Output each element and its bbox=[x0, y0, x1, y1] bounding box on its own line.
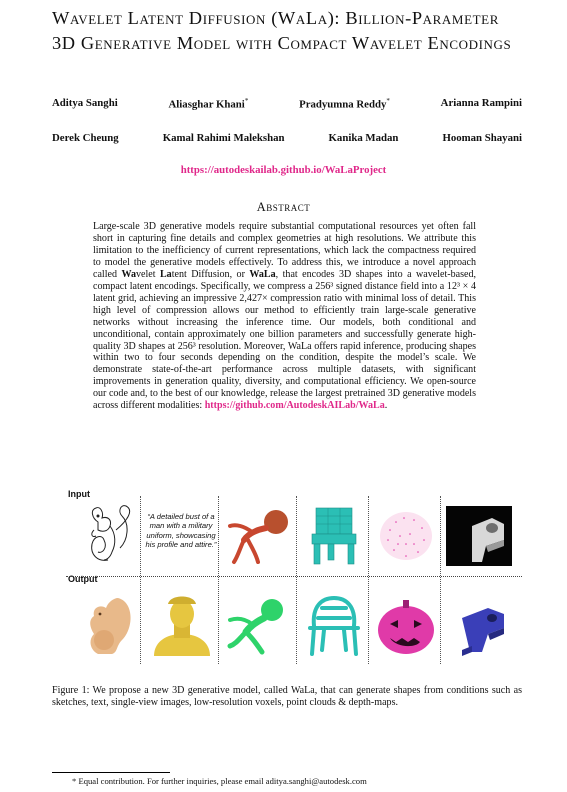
column-divider bbox=[218, 496, 219, 664]
output-label: Output bbox=[68, 574, 98, 584]
author-row-1 bbox=[52, 97, 522, 111]
input-label: Input bbox=[68, 489, 90, 499]
bracket-output bbox=[442, 590, 514, 660]
figure-output bbox=[222, 590, 294, 660]
figure-caption: Figure 1: We propose a new 3D generative model, called WaLa, that can generate shapes from conditions such as sketches, text, single-view images, low-resolution voxels, point clouds & depth-maps. bbox=[52, 685, 522, 708]
abstract-body: Large-scale 3D generative models require substantial computational resources yet often fall short in capturing fine details and complex geometries at high resolutions. We attribute this limitation to the inefficiency of current representations, which lack the compactness required to model the generative models effectively. To address this, we introduce a novel approach called Wavelet Latent Diffusion, or WaLa, that encodes 3D shapes into a wavelet-based, compact latent encodings. Specifically, we compress a 256³ signed distance field into a 12³ × 4 latent grid, achieving an impressive 2,427× compression ratio with minimal loss of detail. This high level of compression allows our method to efficiently train large-scale generative networks without increasing the inference time. Our models, both conditional and unconditional, contain approximately one billion parameters and successfully generate high-quality 3D shapes at 256³ resolution. Moreover, WaLa offers rapid inference, producing shapes within two to four seconds depending on the condition, despite the model’s scale. We demonstrate state-of-the-art performance across multiple datasets, with significant improvements in generation quality, diversity, and computational efficiency. We open-source our code and, to the best of our knowledge, release the largest pretrained 3D generative models across different modalities: https://github.com/AutodeskAILab/WaLa. bbox=[93, 221, 476, 412]
author-row-2 bbox=[52, 132, 522, 144]
paper-title: Wavelet Latent Diffusion (WaLa): Billion-Parameter 3D Generative Model with Compact Wavelet Encodings bbox=[52, 8, 512, 53]
text-prompt: “A detailed bust of a man with a military uniform, showcasing his profile and attire.” bbox=[145, 512, 217, 550]
code-link[interactable]: https://github.com/AutodeskAILab/WaLa bbox=[204, 400, 385, 412]
author: Kamal Rahimi Malekshan bbox=[162, 132, 285, 144]
footnote: * Equal contribution. For further inquiries, please email aditya.sanghi@autodesk.com bbox=[72, 776, 367, 786]
point-cloud-input bbox=[370, 500, 442, 570]
author: Pradyumna Reddy* bbox=[299, 97, 390, 111]
author: Aliasghar Khani* bbox=[168, 97, 249, 111]
squirrel-output bbox=[68, 590, 140, 660]
image-figure-input bbox=[222, 500, 294, 570]
author: Derek Cheung bbox=[52, 132, 119, 144]
author: Hooman Shayani bbox=[442, 132, 522, 144]
row-divider bbox=[66, 576, 522, 577]
footnote-rule bbox=[52, 772, 170, 773]
abstract-heading: Abstract bbox=[256, 200, 311, 214]
bust-output bbox=[146, 590, 218, 660]
sketch-squirrel-input bbox=[68, 500, 140, 570]
project-link[interactable]: https://autodeskailab.github.io/WaLaProject bbox=[180, 164, 387, 176]
column-divider bbox=[296, 496, 297, 664]
figure-1 bbox=[52, 486, 522, 670]
voxel-chair-input bbox=[298, 500, 370, 570]
pumpkin-output bbox=[370, 590, 442, 660]
chair-output bbox=[298, 590, 370, 660]
author: Arianna Rampini bbox=[440, 97, 522, 109]
author: Aditya Sanghi bbox=[52, 97, 118, 109]
depth-map-input bbox=[442, 500, 514, 570]
column-divider bbox=[140, 496, 141, 664]
author: Kanika Madan bbox=[328, 132, 399, 144]
